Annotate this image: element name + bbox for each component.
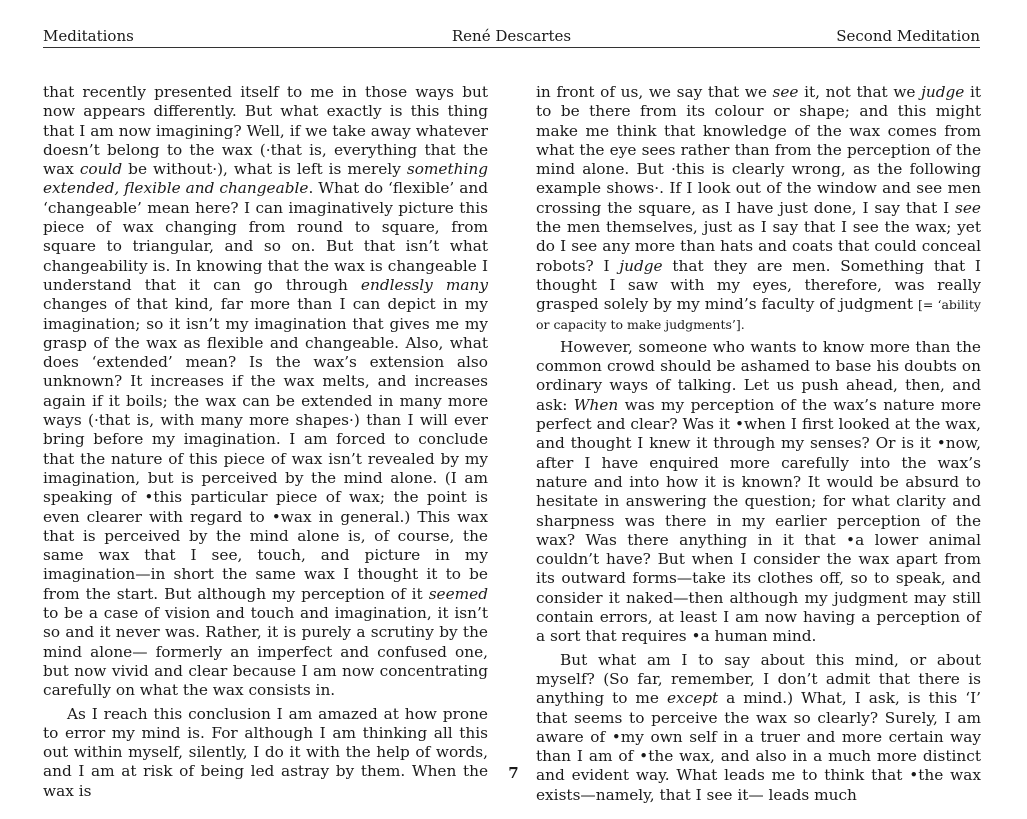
text-run: As I reach this conclusion I am amazed at how prone to error my mind is. For although I am thinking all this out within myself, silently, I do it with the help of words, and I am at risk of being led astray by them. When the wax is — [43, 704, 488, 800]
text-run: be without·), what is left is merely — [122, 160, 407, 179]
text-run: it, not that we — [798, 83, 922, 101]
italic-run: see — [955, 198, 981, 217]
text-run: that recently presented itself to me in those ways but now appears differently. But what exactly is this thing that I am now imagining? Well, if we take away whatever doesn’t belong to the wax (·that is, everything that the wax — [43, 83, 488, 179]
italic-run: When — [573, 395, 619, 414]
text-run: it to be there from its colour or shape; and this might make me think that knowledge of the wax comes from what the eye sees rather than from the perception of the mind alone. But ·this is clearly wrong, as the following example shows·. If I look out of the window and see men crossing the square, as I have just done, I say that I — [536, 83, 981, 217]
right-paragraph-2 — [536, 338, 981, 647]
right-column — [536, 83, 981, 805]
italic-run: judge — [921, 83, 965, 101]
left-column — [43, 83, 488, 801]
right-paragraph-1 — [536, 83, 981, 334]
page-number: 7 — [508, 764, 519, 782]
italic-run: judge — [619, 256, 663, 275]
running-header — [43, 27, 980, 48]
text-run: was my perception of the wax’s nature more perfect and clear? Was it •when I first looked at the wax, and thought I knew it through my senses? Or is it •now, after I have enquired more carefully into the wax’s nature and into how it is known? It would be absurd to hesitate in answering the question; for what clarity and sharpness was there in my earlier perception of the wax? Was there anything in it that •a lower animal couldn’t have? But when I consider the wax apart from its outward forms—take its clothes off, so to speak, and consider it naked—then although my judgment may still contain errors, at least I am now having a perception of a sort that requires •a human mind. — [536, 395, 981, 646]
left-paragraph-1 — [43, 83, 488, 701]
text-run: a mind.) What, I ask, is this ‘I’ that seems to perceive the wax so clearly? Surely, I am aware of •my own self in a truer and more certain way than I am of •the wax, and also in a much more distinct and evident way. What leads me to think that •the wax exists—namely, that I see it— leads much — [536, 689, 981, 804]
left-paragraph-2 — [43, 705, 488, 801]
text-run: changes of that kind, far more than I can depict in my imagination; so it isn’t my imagination that gives me my grasp of the wax as flexible and changeable. Also, what does ‘extended’ mean? Is the wax’s extension also unknown? It increases if the wax melts, and increases again if it boils; the wax can be extended in many more ways (·that is, with many more shapes·) than I will ever bring before my imagination. I am forced to conclude that the nature of this piece of wax isn’t revealed by my imagination, but is perceived by the mind alone. (I am speaking of •this particular piece of wax; the point is even clearer with regard to •wax in general.) This wax that is perceived by the mind alone is, of course, the same wax that I see, touch, and picture in my imagination—in short the same wax I thought it to be from the start. But although my perception of it — [43, 295, 488, 603]
text-run: to be a case of vision and touch and imagination, it isn’t so and it never was. Rather, it is purely a scrutiny by the mind alone— formerly an imperfect and confused one, but now vivid and clear because I am now concentrating carefully on what the wax consists in. — [43, 604, 488, 700]
bracket-note: [= ‘ability or capacity to make judgments’]. — [536, 297, 981, 332]
text-run: in front of us, we say that we — [536, 83, 773, 101]
header-section-title: Second Meditation — [836, 27, 980, 45]
italic-run: something extended, flexible and changeable — [43, 160, 488, 198]
italic-run: could — [79, 160, 123, 179]
text-run: the men themselves, just as I say that I see the wax; yet do I see any more than hats and coats that could conceal robots? I — [536, 218, 981, 275]
text-run: But what am I to say about this mind, or about myself? (So far, remember, I don’t admit that there is anything to me — [536, 650, 981, 708]
text-run: that they are men. Something that I thought I saw with my eyes, therefore, was really grasped solely by my mind’s faculty of judgment — [536, 256, 981, 314]
italic-run: seemed — [428, 584, 488, 603]
italic-run: except — [666, 689, 719, 708]
header-author: René Descartes — [451, 27, 572, 45]
text-run: However, someone who wants to know more than the common crowd should be ashamed to base his doubts on ordinary ways of talking. Let us push ahead, then, and ask: — [536, 337, 981, 414]
italic-run: see — [772, 83, 799, 101]
italic-run: endlessly many — [360, 275, 488, 294]
text-run: . What do ‘flexible’ and ‘changeable’ mean here? I can imaginatively picture this piece of wax changing from round to square, from square to triangular, and so on. But that isn’t what changeability is. In knowing that the wax is changeable I understand that it can go through — [43, 179, 488, 294]
header-book-title: Meditations — [43, 27, 134, 45]
